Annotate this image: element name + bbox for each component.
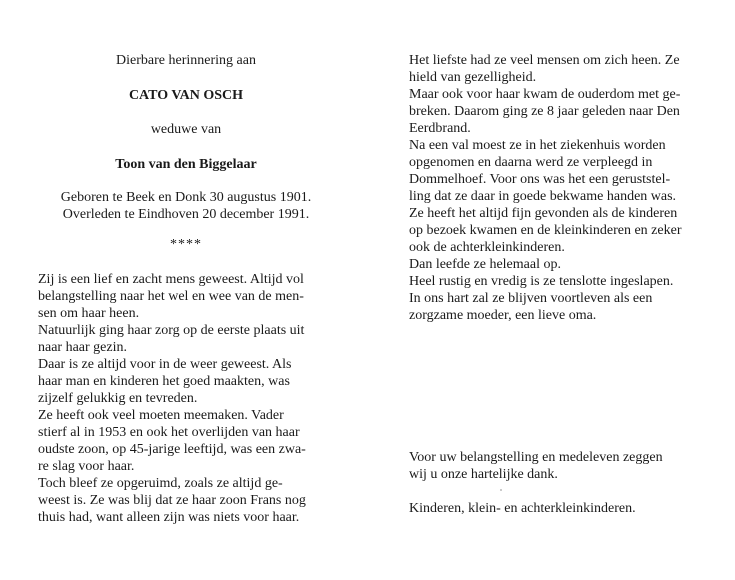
deceased-name: CATO VAN OSCH <box>128 88 244 103</box>
left-column <box>38 52 334 526</box>
thanks-line: Voor uw belangstelling en medeleven zeggen <box>409 450 663 465</box>
right-column <box>409 52 699 324</box>
text-line: Ze heeft het altijd fijn gevonden als de kinderen <box>409 206 678 221</box>
text-line: Het liefste had ze veel mensen om zich heen. Ze <box>409 53 680 68</box>
husband-name: Toon van den Biggelaar <box>115 157 257 172</box>
text-line: Maar ook voor haar kwam de ouderdom met ge- <box>409 87 681 102</box>
text-line: op bezoek kwamen en de kleinkinderen en zeker <box>409 223 682 238</box>
text-line: oudste zoon, op 45-jarige leeftijd, was een zwa- <box>38 442 306 457</box>
text-line: weest is. Ze was blij dat ze haar zoon Frans nog <box>38 493 306 508</box>
text-line: zijzelf gelukkig en tevreden. <box>38 391 198 406</box>
text-line: zorgzame moeder, een lieve oma. <box>409 308 597 323</box>
closing-block <box>409 449 699 517</box>
text-line: Zij is een lief en zacht mens geweest. Altijd vol <box>38 272 304 287</box>
signoff: Kinderen, klein- en achterkleinkinderen. <box>409 501 636 516</box>
text-line: re slag voor haar. <box>38 459 135 474</box>
thanks-line: wij u onze hartelijke dank. <box>409 467 558 482</box>
text-line: hield van gezelligheid. <box>409 70 537 85</box>
left-body-text <box>38 271 334 526</box>
text-line: Daar is ze altijd voor in de weer geweest. Als <box>38 357 292 372</box>
text-line: Ze heeft ook veel moeten meemaken. Vader <box>38 408 284 423</box>
text-line: Dan leefde ze helemaal op. <box>409 257 561 272</box>
text-line: sen om haar heen. <box>38 306 140 321</box>
text-line: In ons hart zal ze blijven voortleven als een <box>409 291 653 306</box>
widow-text: weduwe van <box>150 122 222 137</box>
death-line: Overleden te Eindhoven 20 december 1991. <box>62 207 310 222</box>
intro-text: Dierbare herinnering aan <box>116 53 256 68</box>
separator-stars: **** <box>170 237 202 252</box>
text-line: ook de achterkleinkinderen. <box>409 240 565 255</box>
text-line: Na een val moest ze in het ziekenhuis worden <box>409 138 666 153</box>
text-line: opgenomen en daarna werd ze verpleegd in <box>409 155 653 170</box>
text-line: breken. Daarom ging ze 8 jaar geleden naar Den <box>409 104 680 119</box>
text-line: Eerdbrand. <box>409 121 471 136</box>
text-line: thuis had, want alleen zijn was niets voor haar. <box>38 510 300 525</box>
text-line: naar haar gezin. <box>38 340 127 355</box>
text-line: belangstelling naar het wel en wee van de men- <box>38 289 304 304</box>
text-line: stierf al in 1953 en ook het overlijden van haar <box>38 425 300 440</box>
speck <box>500 489 502 491</box>
text-line: haar man en kinderen het goed maakten, was <box>38 374 290 389</box>
text-line: Natuurlijk ging haar zorg op de eerste plaats uit <box>38 323 305 338</box>
text-line: ling dat ze daar in goede bekwame handen was. <box>409 189 677 204</box>
text-line: Dommelhoef. Voor ons was het een geruststel- <box>409 172 671 187</box>
text-line: Toch bleef ze opgeruimd, zoals ze altijd ge- <box>38 476 283 491</box>
text-line: Heel rustig en vredig is ze tenslotte ingeslapen. <box>409 274 674 289</box>
birth-line: Geboren te Beek en Donk 30 augustus 1901. <box>60 190 312 205</box>
